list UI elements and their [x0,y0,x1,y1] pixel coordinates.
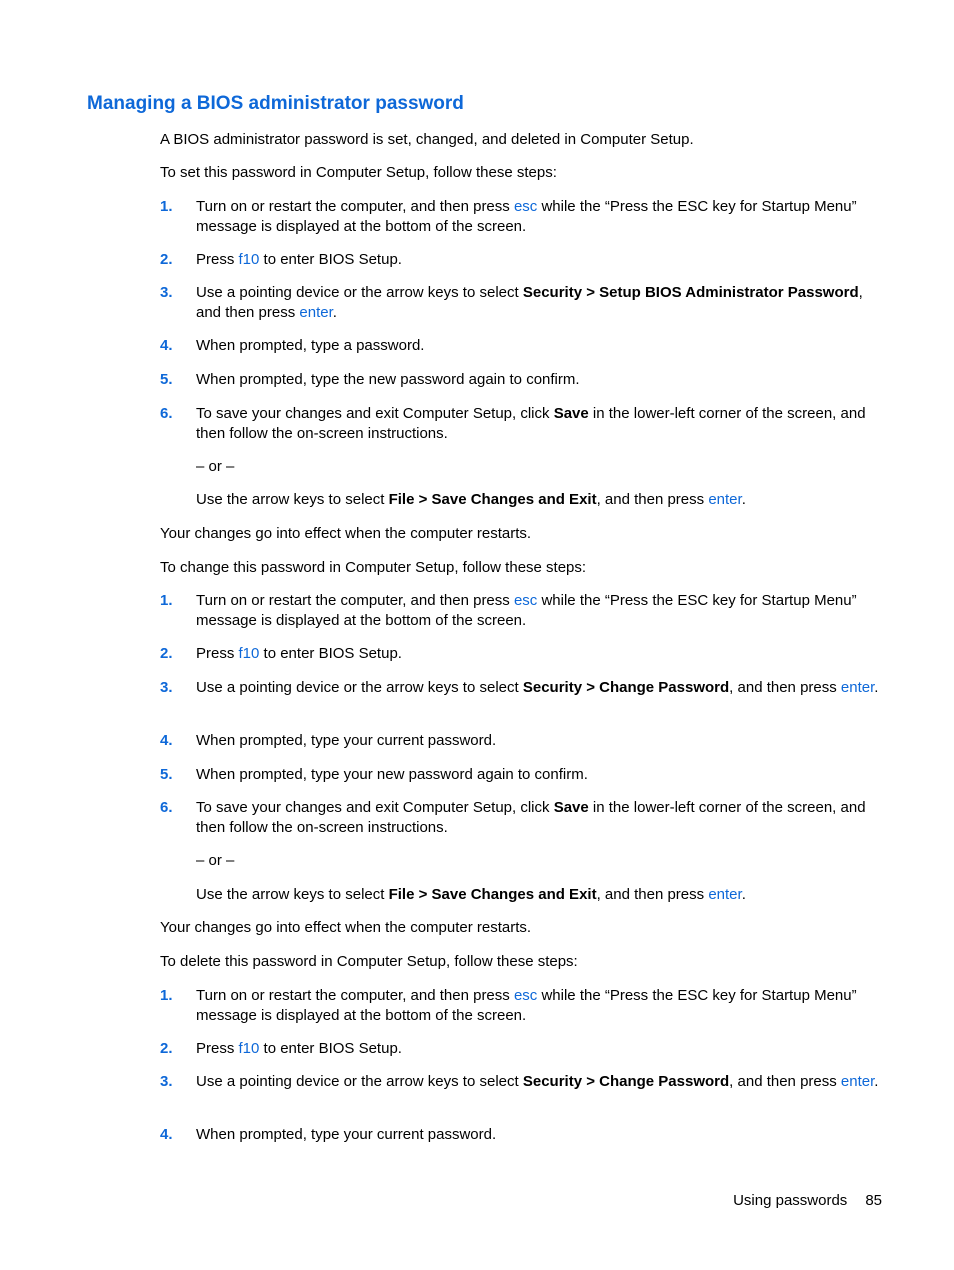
key-f10: f10 [238,1040,260,1057]
step-number: 1. [160,592,173,609]
key-enter: enter [708,886,742,903]
step-number: 4. [160,732,173,749]
key-f10: f10 [238,645,260,662]
step-number: 4. [160,1126,173,1143]
change-alternative: Use the arrow keys to select File > Save Changes and Exit, and then press enter. [196,886,746,903]
change-lead: To change this password in Computer Setup, follow these steps: [160,559,587,576]
step-number: 1. [160,987,173,1004]
section-heading: Managing a BIOS administrator password [87,93,464,114]
or-separator: – or – [196,852,235,869]
step-number: 4. [160,337,173,354]
page-number: 85 [865,1192,882,1209]
key-esc: esc [513,987,538,1004]
step-number: 5. [160,766,173,783]
key-enter: enter [840,1073,875,1090]
step-number: 2. [160,251,173,268]
step-number: 6. [160,405,173,422]
key-enter: enter [299,303,333,321]
key-esc: esc [513,592,538,609]
step-number: 3. [160,1073,173,1090]
or-separator: – or – [196,458,235,475]
step-number: 6. [160,799,173,816]
key-f10: f10 [238,251,260,268]
footer-section: Using passwords [733,1192,848,1209]
key-enter: enter [840,679,875,696]
step-number: 5. [160,371,173,388]
set-lead: To set this password in Computer Setup, follow these steps: [160,164,557,181]
intro-paragraph: A BIOS administrator password is set, changed, and deleted in Computer Setup. [160,131,694,148]
step-number: 1. [160,198,173,215]
set-alternative: Use the arrow keys to select File > Save Changes and Exit, and then press enter. [196,491,746,508]
step-number: 2. [160,645,173,662]
set-effect: Your changes go into effect when the computer restarts. [160,525,532,542]
step-number: 2. [160,1040,173,1057]
key-esc: esc [513,198,538,215]
step-number: 3. [160,284,173,301]
step-number: 3. [160,679,173,696]
delete-lead: To delete this password in Computer Setup, follow these steps: [160,953,578,970]
change-effect: Your changes go into effect when the computer restarts. [160,919,532,936]
key-enter: enter [708,491,742,508]
page-footer [600,1192,882,1209]
